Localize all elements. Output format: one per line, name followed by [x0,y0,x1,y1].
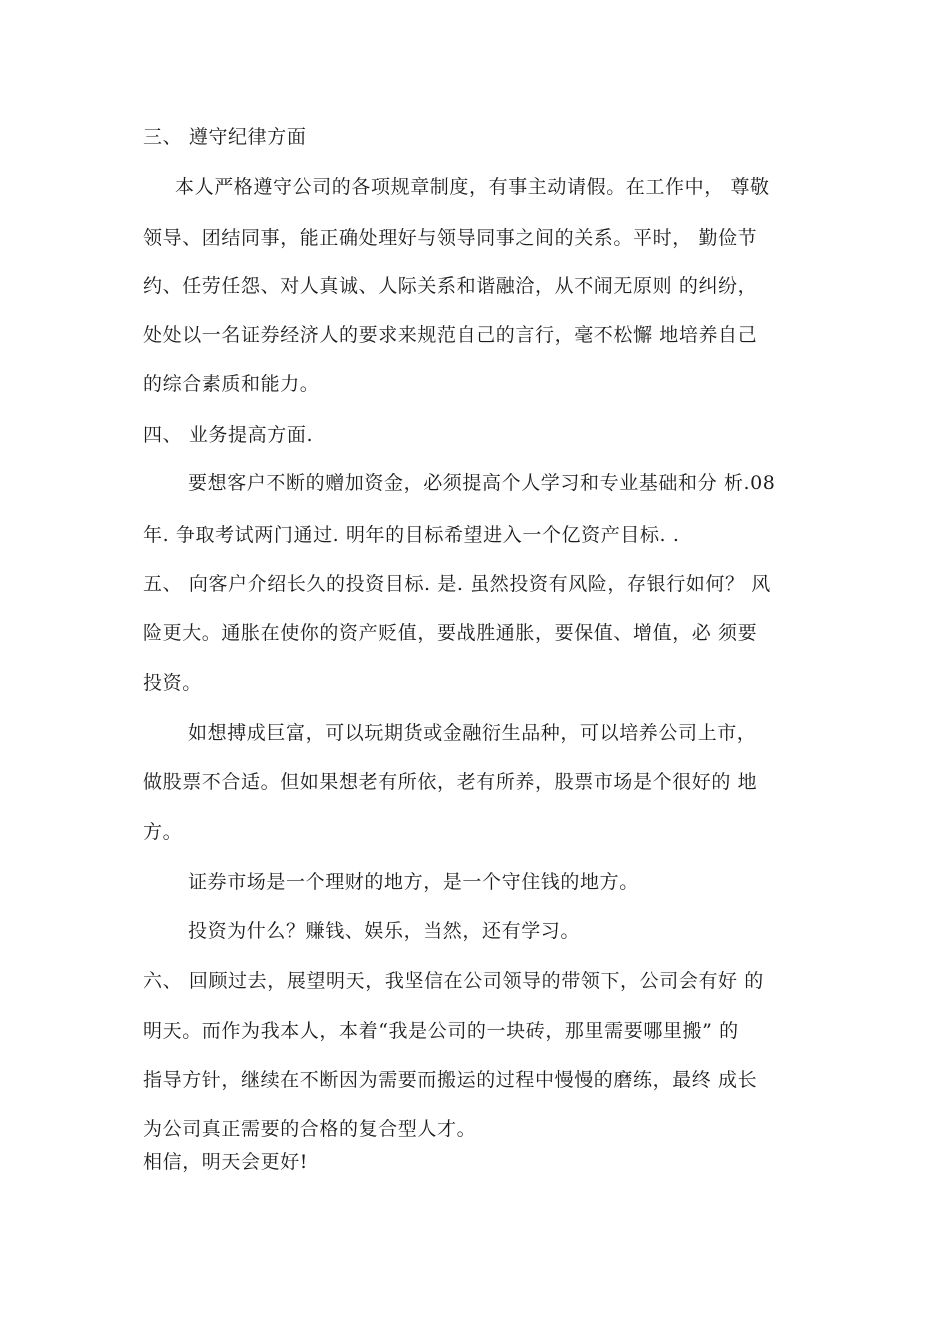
paragraph-line: 方。 [143,821,183,843]
paragraph-line: 为公司真正需要的合格的复合型人才。 [143,1118,477,1140]
section-heading-discipline: 三、 遵守纪律方面 [143,126,307,148]
paragraph-line: 处处以一名证券经济人的要求来规范自己的言行，毫不松懈 地培养自己 [143,324,758,346]
paragraph-line: 指导方针，继续在不断因为需要而搬运的过程中慢慢的磨练，最终 成长 [143,1069,758,1091]
paragraph-line: 投资为什么？赚钱、娱乐，当然，还有学习。 [188,920,581,942]
paragraph-line: 要想客户不断的赠加资金，必须提高个人学习和专业基础和分 析.08 [188,472,776,494]
section-heading-review: 六、 回顾过去，展望明天，我坚信在公司领导的带领下，公司会有好 的 [143,970,764,992]
closing-line: 相信，明天会更好! [143,1151,309,1173]
paragraph-line: 投资。 [143,672,202,694]
paragraph-line: 证券市场是一个理财的地方，是一个守住钱的地方。 [188,871,639,893]
paragraph-line: 的综合素质和能力。 [143,373,320,395]
paragraph-line: 年. 争取考试两门通过. 明年的目标希望进入一个亿资产目标. . [143,524,680,546]
paragraph-line: 明天。而作为我本人，本着“我是公司的一块砖，那里需要哪里搬” 的 [143,1020,739,1042]
paragraph-line: 约、任劳任怨、对人真诚、人际关系和谐融洽，从不闹无原则 的纠纷， [143,275,758,297]
paragraph-line: 如想搏成巨富，可以玩期货或金融衍生品种，可以培养公司上市， [188,722,757,744]
paragraph-line: 险更大。通胀在使你的资产贬值，要战胜通胀，要保值、增值，必 须要 [143,622,758,644]
paragraph-line: 领导、团结同事，能正确处理好与领导同事之间的关系。平时， 勤俭节 [143,227,758,249]
section-heading-business: 四、 业务提高方面. [143,424,314,446]
section-heading-investment: 五、 向客户介绍长久的投资目标. 是. 虽然投资有风险，存银行如何？ 风 [143,573,771,595]
paragraph-line: 本人严格遵守公司的各项规章制度，有事主动请假。在工作中， 尊敬 [175,176,770,198]
paragraph-line: 做股票不合适。但如果想老有所依，老有所养，股票市场是个很好的 地 [143,771,758,793]
